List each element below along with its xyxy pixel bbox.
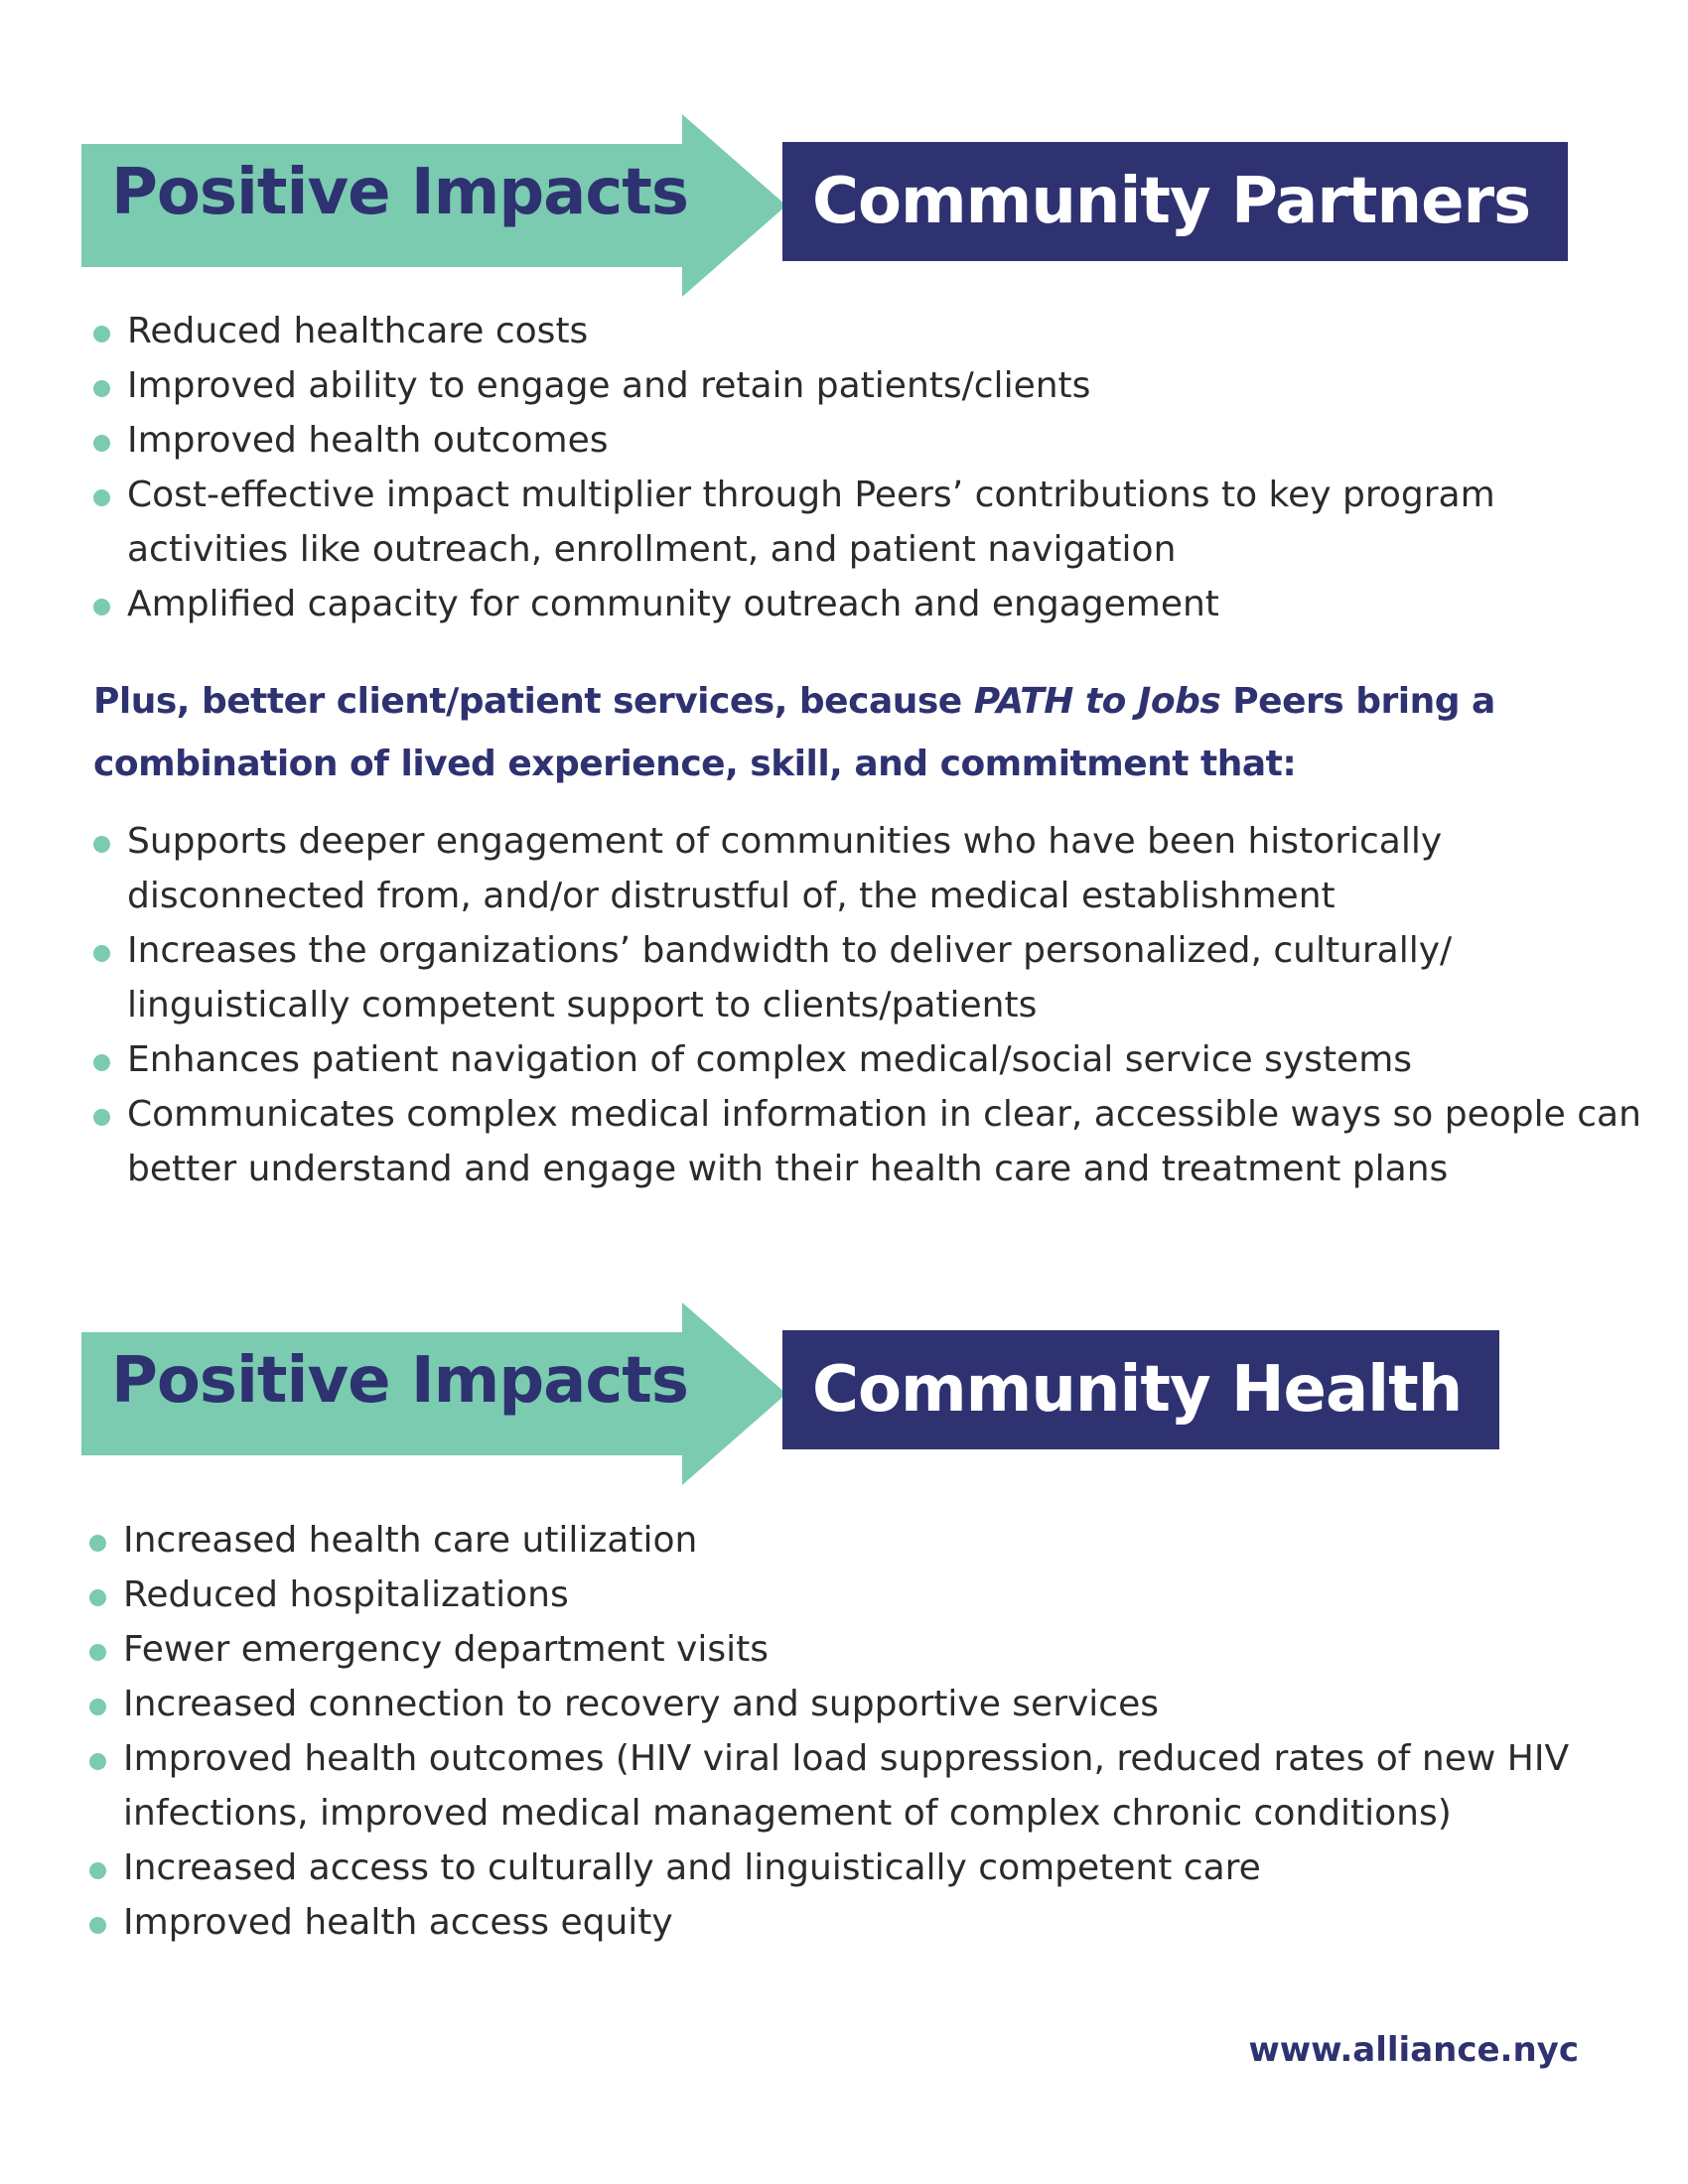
bullet-dot-icon [89, 1535, 106, 1552]
list-item: Amplified capacity for community outreach and engagement [93, 577, 1642, 631]
community-partners-banner [782, 142, 1568, 261]
list-item: Improved health outcomes (HIV viral load suppression, reduced rates of new HIV infections, improved medical management of complex chronic conditions) [89, 1731, 1672, 1841]
section-header-community-partners [81, 114, 1611, 297]
community-partners-title: Community Partners [812, 165, 1531, 238]
community-health-title: Community Health [812, 1353, 1463, 1427]
list-item: Fewer emergency department visits [89, 1622, 1638, 1677]
list-item: Increases the organizations’ bandwidth to deliver personalized, culturally/ linguistically competent support to clients/patients [93, 923, 1497, 1032]
bullet-dot-icon [89, 1589, 106, 1606]
plus-statement: Plus, better client/patient services, because PATH to Jobs Peers bring a combination of lived experience, skill, and commitment that: [93, 681, 1495, 784]
section-header-community-health [81, 1302, 1611, 1485]
community-health-banner [782, 1330, 1499, 1449]
list-item: Increased connection to recovery and supportive services [89, 1677, 1638, 1731]
bullet-dot-icon [93, 1109, 110, 1126]
bullet-dot-icon [93, 489, 110, 506]
list-item: Improved health outcomes [93, 413, 1642, 468]
bullet-dot-icon [89, 1917, 106, 1934]
health-impacts-list [89, 1513, 1638, 1950]
list-item: Reduced hospitalizations [89, 1568, 1638, 1622]
list-item: Enhances patient navigation of complex medical/social service systems [93, 1032, 1622, 1087]
positive-impacts-label: Positive Impacts [111, 156, 688, 229]
bullet-dot-icon [93, 836, 110, 853]
list-item: Supports deeper engagement of communities who have been historically disconnected from, and/or distrustful of, the medical establishment [93, 814, 1497, 923]
partners-impacts-list [93, 304, 1642, 631]
peer-qualities-list [93, 814, 1641, 1196]
program-name: PATH to Jobs [973, 681, 1221, 722]
list-item: Improved ability to engage and retain patients/clients [93, 358, 1642, 413]
positive-impacts-label: Positive Impacts [111, 1344, 688, 1418]
bullet-dot-icon [93, 435, 110, 452]
bullet-dot-icon [93, 599, 110, 615]
bullet-dot-icon [93, 326, 110, 342]
bullet-dot-icon [89, 1699, 106, 1715]
bullet-dot-icon [89, 1753, 106, 1770]
bullet-dot-icon [93, 945, 110, 962]
list-item: Improved health access equity [89, 1895, 1638, 1950]
list-item: Increased access to culturally and linguistically competent care [89, 1841, 1638, 1895]
list-item: Increased health care utilization [89, 1513, 1638, 1568]
website-link[interactable]: www.alliance.nyc [1248, 2030, 1579, 2070]
bullet-dot-icon [93, 1054, 110, 1071]
bullet-dot-icon [93, 380, 110, 397]
list-item: Reduced healthcare costs [93, 304, 1642, 358]
bullet-dot-icon [89, 1644, 106, 1661]
list-item: Communicates complex medical information in clear, accessible ways so people can better understand and engage with their health care and treatment plans [93, 1087, 1656, 1196]
list-item: Cost-effective impact multiplier through Peers’ contributions to key program activities like outreach, enrollment, and patient navigation [93, 468, 1557, 577]
bullet-dot-icon [89, 1862, 106, 1879]
